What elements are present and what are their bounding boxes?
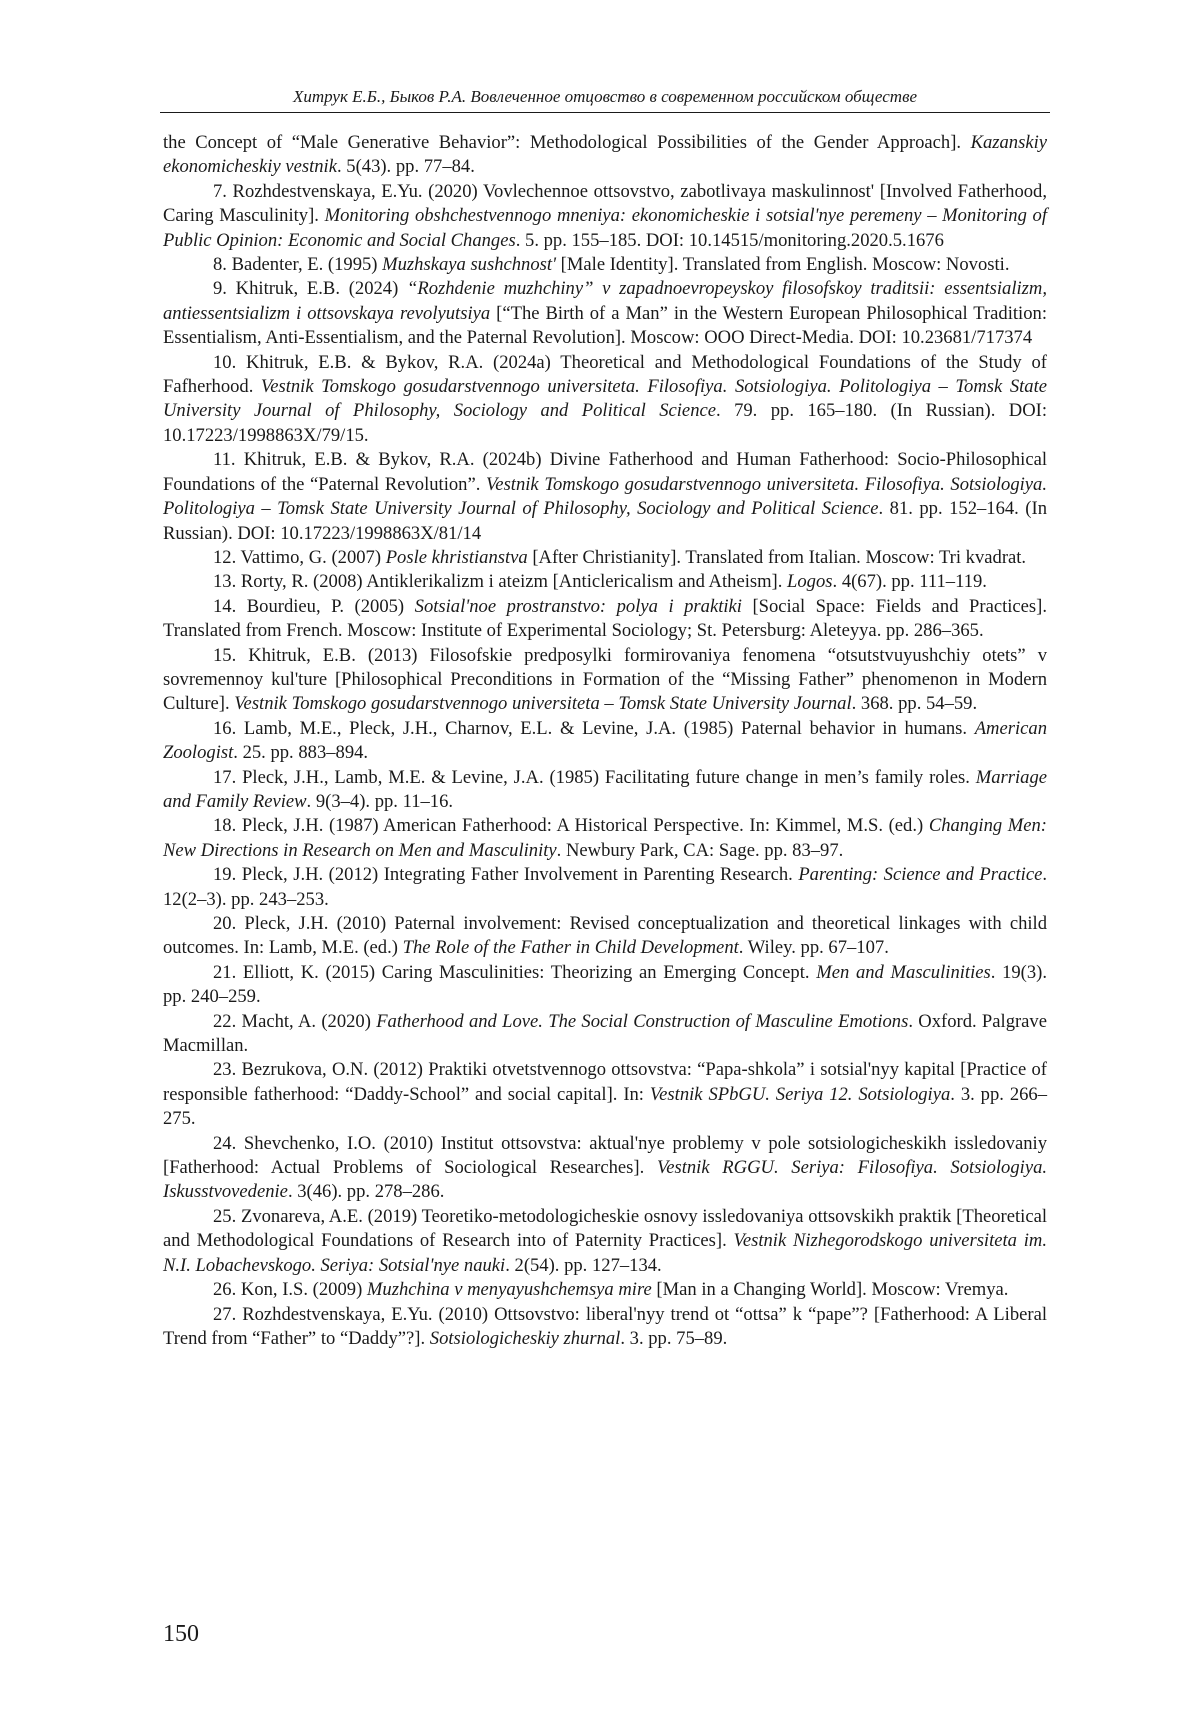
reference-item — [163, 1058, 1047, 1131]
reference-source-title: Posle khristianstva — [385, 546, 528, 568]
reference-item — [163, 863, 1047, 912]
reference-source-title: “Rozhdenie muzhchiny” v zapadnoevropeyskoy filosofskoy traditsii: essentsializm, antiessentsializm i ottsovskaya revolyutsiya — [163, 278, 1047, 324]
reference-text: [Social Space: Fields and Practices]. Translated from French. Moscow: Institute of Experimental Sociology; St. Petersburg: Aleteyya. pp. 286–365. — [163, 595, 1047, 642]
reference-text: 16. Lamb, M.E., Pleck, J.H., Charnov, E.L. & Levine, J.A. (1985) Paternal behavior in humans. — [213, 717, 975, 739]
reference-text: [“The Birth of a Man” in the Western European Philosophical Tradition: Essentialism, Anti-Essentialism, and the Paternal Revolution]. Moscow: OOO Direct-Media. DOI: 10.23681/717374 — [163, 302, 1047, 349]
reference-text: . Wiley. pp. 67–107. — [738, 937, 889, 959]
reference-text: 7. Rozhdestvenskaya, E.Yu. (2020) Vovlechennoe ottsovstvo, zabotlivaya maskulinnost' [Involved Fatherhood, Caring Masculinity]. — [163, 180, 1047, 227]
reference-item — [163, 351, 1047, 449]
reference-text: . Oxford. Palgrave Macmillan. — [163, 1010, 1047, 1057]
reference-text: [Man in a Changing World]. Moscow: Vremya. — [651, 1279, 1009, 1301]
reference-source-title: Sotsial'noe prostranstvo: polya i praktiki — [414, 595, 742, 617]
reference-item — [163, 717, 1047, 766]
reference-item — [163, 814, 1047, 863]
reference-text: 9. Khitruk, E.B. (2024) — [213, 278, 408, 300]
reference-text: . 2(54). pp. 127–134. — [505, 1254, 662, 1276]
reference-text: . 19(3). pp. 240–259. — [163, 961, 1047, 1008]
reference-text: . 4(67). pp. 111–119. — [832, 571, 987, 593]
reference-text: 8. Badenter, E. (1995) — [213, 254, 383, 276]
reference-text: 13. Rorty, R. (2008) Antiklerikalizm i ateizm [Anticlericalism and Atheism]. — [213, 571, 788, 593]
reference-text: 25. Zvonareva, A.E. (2019) Teoretiko-metodologicheskie osnovy issledovaniya ottsovskikh praktik [Theoretical and Methodological Foundations of Research into of Paternity Practices]. — [163, 1205, 1047, 1252]
reference-text: 23. Bezrukova, O.N. (2012) Praktiki otvetstvennogo ottsovstva: “Papa-shkola” i sotsial'nyy kapital [Practice of responsible fatherhood: “Daddy-School” and social capital]. In: — [163, 1059, 1047, 1105]
reference-text: . 3(46). pp. 278–286. — [287, 1181, 445, 1203]
reference-source-title: Vestnik RGGU. Seriya: Filosofiya. Sotsiologiya. Iskusstvovedenie — [163, 1157, 1048, 1203]
reference-item — [163, 277, 1047, 350]
reference-text: [After Christianity]. Translated from Italian. Moscow: Tri kvadrat. — [527, 546, 1027, 568]
reference-item — [163, 644, 1047, 717]
reference-source-title: Vestnik Nizhegorodskogo universiteta im. N.I. Lobachevskogo. Seriya: Sotsial'nye nauki — [163, 1230, 1047, 1276]
reference-text: . 12(2–3). pp. 243–253. — [163, 864, 1047, 910]
reference-source-title: Kazanskiy ekonomicheskiy vestnik — [163, 132, 1047, 178]
reference-source-title: Fatherhood and Love. The Social Construction of Masculine Emotions — [376, 1010, 909, 1032]
reference-source-title: The Role of the Father in Child Development — [402, 937, 739, 959]
reference-text: [Male Identity]. Translated from English. Moscow: Novosti. — [556, 254, 1010, 276]
reference-item — [163, 1132, 1047, 1205]
reference-item — [163, 180, 1047, 253]
reference-text: . 5. pp. 155–185. DOI: 10.14515/monitoring.2020.5.1676 — [515, 229, 944, 251]
reference-item — [163, 546, 1047, 570]
reference-source-title: American Zoologist — [163, 717, 1047, 764]
reference-item — [163, 1303, 1047, 1352]
reference-item — [163, 131, 1047, 180]
reference-text: . 3. pp. 266–275. — [163, 1083, 1047, 1130]
page-number: 150 — [163, 1621, 199, 1647]
reference-item — [163, 1010, 1047, 1059]
reference-text: . 81. pp. 152–164. (In Russian). DOI: 10.17223/1998863X/81/14 — [163, 498, 1047, 544]
reference-text: . Newbury Park, CA: Sage. pp. 83–97. — [556, 839, 844, 861]
reference-source-title: Vestnik SPbGU. Seriya 12. Sotsiologiya — [649, 1083, 951, 1105]
reference-text: 19. Pleck, J.H. (2012) Integrating Father Involvement in Parenting Research. — [213, 864, 799, 886]
reference-text: . 3. pp. 75–89. — [620, 1327, 728, 1349]
reference-item — [163, 253, 1047, 277]
reference-text: 21. Elliott, K. (2015) Caring Masculinities: Theorizing an Emerging Concept. — [213, 961, 817, 983]
reference-text: 24. Shevchenko, I.O. (2010) Institut ottsovstva: aktual'nye problemy v pole sotsiologicheskikh issledovaniy [Fatherhood: Actual Problems of Sociological Researches]. — [163, 1132, 1047, 1179]
reference-text: . 368. pp. 54–59. — [851, 693, 978, 715]
reference-source-title: Sotsiologicheskiy zhurnal — [429, 1327, 621, 1349]
reference-text: . 5(43). pp. 77–84. — [336, 156, 475, 178]
reference-text: 27. Rozhdestvenskaya, E.Yu. (2010) Ottsovstvo: liberal'nyy trend ot “ottsa” k “pape”? [Fatherhood: A Liberal Trend from “Father” to “Daddy”?]. — [163, 1303, 1047, 1349]
reference-item — [163, 1278, 1047, 1302]
reference-source-title: Parenting: Science and Practice — [798, 864, 1043, 886]
reference-source-title: Marriage and Family Review — [163, 766, 1047, 812]
reference-source-title: Vestnik Tomskogo gosudarstvennogo universiteta. Filosofiya. Sotsiologiya. Politologiya – Tomsk State University Journal of Philosophy, Sociology and Political Science — [163, 473, 1047, 520]
reference-source-title: Vestnik Tomskogo gosudarstvennogo universiteta – Tomsk State University Journal — [234, 693, 852, 715]
reference-item — [163, 448, 1047, 546]
reference-text: 20. Pleck, J.H. (2010) Paternal involvement: Revised conceptualization and theoretical linkages with child outcomes. In: Lamb, M.E. (ed.) — [163, 913, 1047, 959]
reference-text: . 9(3–4). pp. 11–16. — [306, 790, 454, 812]
reference-text: 10. Khitruk, E.B. & Bykov, R.A. (2024a) Theoretical and Methodological Foundations of the Study of Fafherhood. — [163, 351, 1047, 398]
reference-text: 14. Bourdieu, P. (2005) — [213, 595, 415, 617]
reference-source-title: Muzhchina v menyayushchemsya mire — [366, 1279, 652, 1301]
reference-text: 26. Kon, I.S. (2009) — [213, 1279, 367, 1301]
reference-source-title: Vestnik Tomskogo gosudarstvennogo universiteta. Filosofiya. Sotsiologiya. Politologiya – Tomsk State University Journal of Philosophy, Sociology and Political Science — [163, 376, 1047, 422]
reference-text: the Concept of “Male Generative Behavior”: Methodological Possibilities of the Gender Approach]. — [163, 132, 971, 153]
reference-item — [163, 912, 1047, 961]
reference-source-title: Changing Men: New Directions in Research on Men and Masculinity — [163, 815, 1047, 861]
reference-source-title: Muzhskaya sushchnost' — [382, 254, 557, 276]
reference-list — [163, 131, 1047, 1351]
running-header: Хитрук Е.Б., Быков Р.А. Вовлеченное отцовство в современном российском обществе — [292, 87, 917, 106]
reference-text: 18. Pleck, J.H. (1987) American Fatherhood: A Historical Perspective. In: Kimmel, M.S. (ed.) — [213, 815, 929, 837]
reference-text: . 25. pp. 883–894. — [233, 742, 369, 764]
reference-source-title: Logos — [787, 571, 833, 593]
reference-text: 17. Pleck, J.H., Lamb, M.E. & Levine, J.A. (1985) Facilitating future change in men’s family roles. — [213, 766, 976, 788]
reference-text: 12. Vattimo, G. (2007) — [213, 546, 386, 568]
reference-text: 11. Khitruk, E.B. & Bykov, R.A. (2024b) Divine Fatherhood and Human Fatherhood: Socio-Philosophical Foundations of the “Paternal Revolution”. — [163, 449, 1047, 495]
reference-source-title: Monitoring obshchestvennogo mneniya: ekonomicheskie i sotsial'nye peremeny – Monitoring of Public Opinion: Economic and Social Changes — [163, 205, 1047, 251]
reference-item — [163, 570, 1047, 594]
reference-item — [163, 595, 1047, 644]
reference-text: 22. Macht, A. (2020) — [213, 1010, 377, 1032]
reference-item — [163, 1205, 1047, 1278]
header-rule — [160, 112, 1050, 113]
reference-text: . 79. pp. 165–180. (In Russian). DOI: 10.17223/1998863X/79/15. — [163, 400, 1047, 446]
reference-item — [163, 766, 1047, 815]
reference-source-title: Men and Masculinities — [816, 961, 991, 983]
reference-text: 15. Khitruk, E.B. (2013) Filosofskie predposylki formirovaniya fenomena “otsutstvuyushchiy otets” v sovremennoy kul'ture [Philosophical Preconditions in Formation of the “Missing Father” phenomenon in Modern Culture]. — [163, 644, 1047, 715]
reference-item — [163, 961, 1047, 1010]
